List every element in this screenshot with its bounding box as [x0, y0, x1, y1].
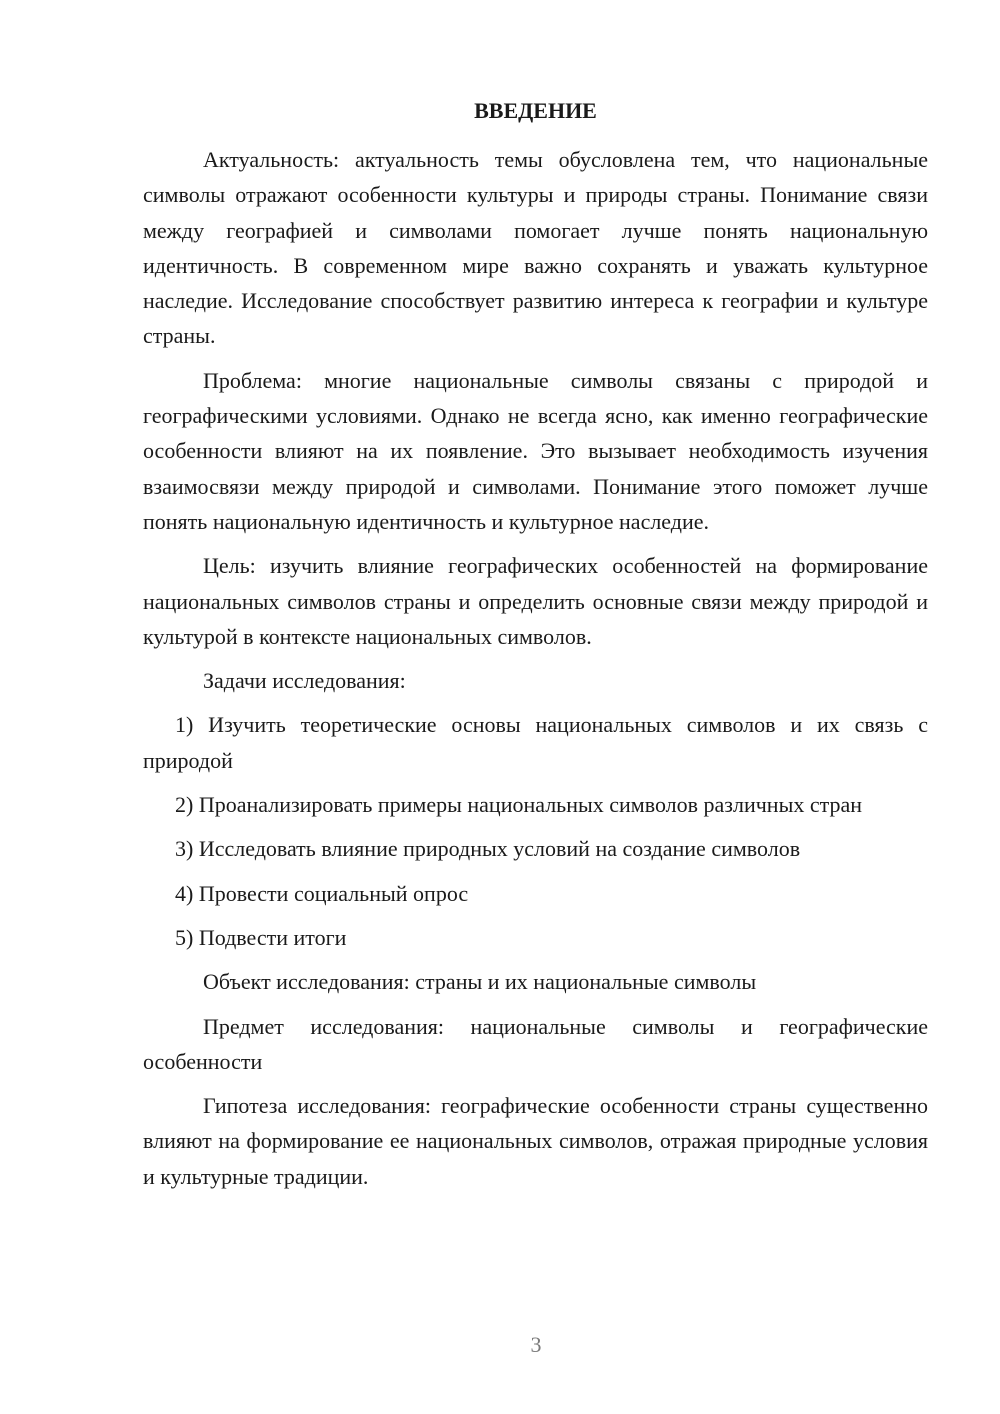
task-item: 3) Исследовать влияние природных условий на создание символов: [175, 836, 801, 862]
document-page: [143, 94, 928, 1203]
subject-paragraph: Предмет исследования: национальные символы и географические особенности: [143, 1013, 928, 1074]
goal-paragraph: Цель: изучить влияние географических особенностей на формирование национальных символов страны и определить основные связи между природой и культурой в контексте национальных символов.: [143, 553, 928, 649]
section-heading: ВВЕДЕНИЕ: [474, 98, 597, 123]
page-number: 3: [530, 1332, 542, 1357]
problem-paragraph: Проблема: многие национальные символы связаны с природой и географическими условиями. Однако не всегда ясно, как именно географические особенности влияют на их появление. Это вызывает необходимость изучения взаимосвязи между природой и символами. Понимание этого поможет лучше понять национальную идентичность и культурное наследие.: [143, 367, 928, 534]
object-paragraph: Объект исследования: страны и их национальные символы: [203, 969, 757, 995]
tasks-title: Задачи исследования:: [203, 668, 406, 694]
task-item: 2) Проанализировать примеры национальных символов различных стран: [175, 792, 863, 818]
task-item: 4) Провести социальный опрос: [175, 880, 469, 906]
task-item: 5) Подвести итоги: [175, 924, 347, 950]
relevance-paragraph: Актуальность: актуальность темы обусловлена тем, что национальные символы отражают особенности культуры и природы страны. Понимание связи между географией и символами помогает лучше понять национальную идентичность. В современном мире важно сохранять и уважать культурное наследие. Исследование способствует развитию интереса к географии и культуре страны.: [143, 147, 928, 349]
hypothesis-paragraph: Гипотеза исследования: географические особенности страны существенно влияют на формирование ее национальных символов, отражая природные условия и культурные традиции.: [143, 1093, 928, 1189]
task-item: 1) Изучить теоретические основы национальных символов и их связь с природой: [143, 712, 928, 773]
